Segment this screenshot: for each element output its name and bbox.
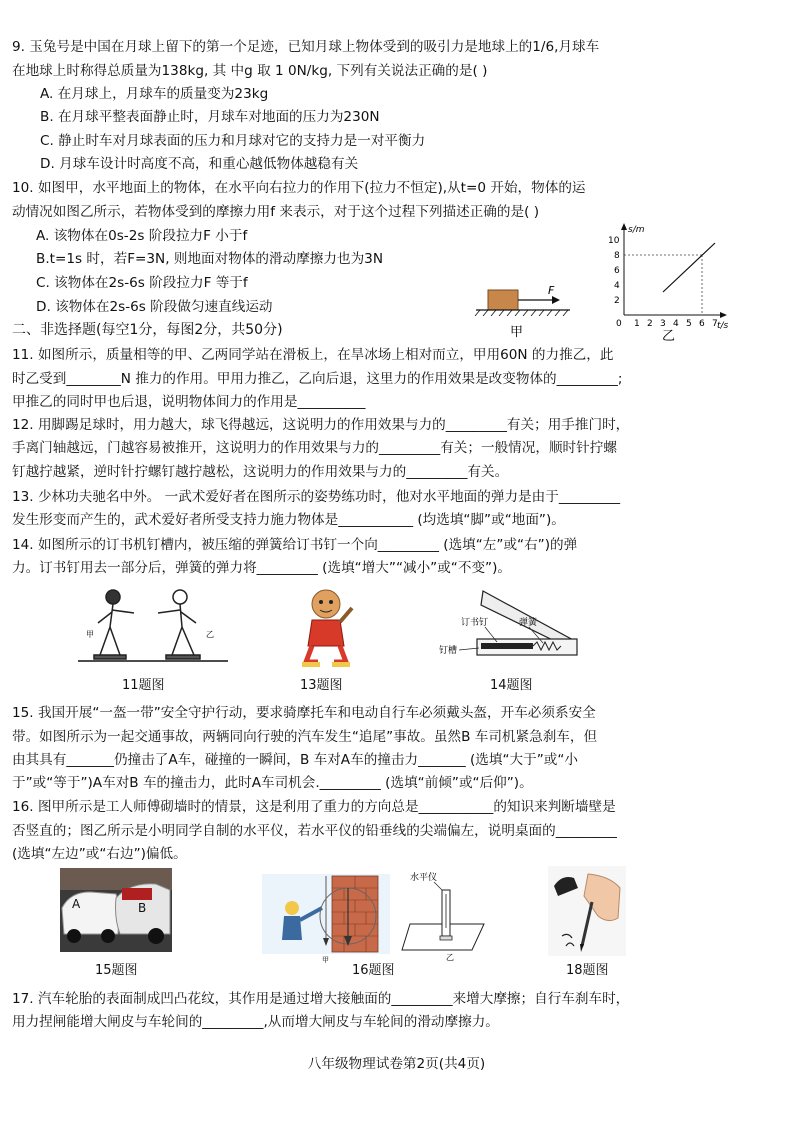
q16-line1: 16. 图甲所示是工人师傅砌墙时的情景，这是利用了重力的方向总是___________的知识来判断墙壁是	[12, 799, 616, 815]
skater-yi-label: 乙	[206, 630, 214, 639]
fig14-stapler	[425, 585, 585, 667]
x-tick-2: 2	[647, 319, 653, 329]
q17-line1: 17. 汽车轮胎的表面制成凹凸花纹，其作用是通过增大接触面的_________来增大摩擦；自行车刹车时，	[12, 991, 630, 1007]
level-label: 水平仪	[410, 873, 438, 883]
spring-label: 弹簧	[519, 618, 538, 628]
y-tick-4: 4	[614, 281, 620, 291]
q15-line2: 带。如图所示为一起交通事故，两辆同向行驶的汽车发生“追尾”事故。虽然B 车司机紧急刹车，但	[12, 729, 598, 745]
x-tick-3: 3	[660, 319, 666, 329]
caption-fig15: 15题图	[95, 963, 138, 978]
fig16-level-instrument	[400, 866, 492, 962]
q10-option-c: C. 该物体在2s-6s 阶段拉力F 等于f	[36, 275, 248, 291]
q10-figure-jia	[470, 278, 580, 338]
y-ticks	[608, 236, 620, 306]
q11-line3: 甲推乙的同时甲也后退，说明物体间力的作用是__________	[12, 394, 366, 410]
q15-line1: 15. 我国开展“一盔一带”安全守护行动，要求骑摩托车和电动自行车必须戴头盔，开车必须系安全	[12, 705, 596, 721]
car-b-label: B	[138, 901, 147, 915]
q12-line1: 12. 用脚踢足球时，用力越大，球飞得越远，这说明力的作用效果与力的_________有关；用手推门时，	[12, 417, 630, 433]
q13-line1: 13. 少林功夫驰名中外。 一武术爱好者在图所示的姿势练功时，他对水平地面的弹力是由于_________	[12, 489, 620, 505]
q14-line1: 14. 如图所示的订书机钉槽内，被压缩的弹簧给订书钉一个向_________ (选填“左”或“右”)的弹	[12, 537, 578, 553]
skater-jia-icon	[94, 590, 134, 659]
caption-fig13: 13题图	[300, 678, 343, 693]
q15-line3: 由其具有_______仍撞击了A车，碰撞的一瞬间，B 车对A车的撞击力_______ (选填“大于”或“小	[12, 752, 578, 768]
caption-fig14: 14题图	[490, 678, 533, 693]
caption-fig11: 11题图	[122, 678, 165, 693]
fig16-yi-label: 乙	[446, 953, 454, 962]
staple-label: 订书钉	[461, 618, 489, 628]
q16-line2: 否竖直的；图乙所示是小明同学自制的水平仪，若水平仪的铅垂线的尖端偏左，说明桌面的_________	[12, 823, 617, 839]
x-tick-6: 6	[699, 319, 705, 329]
q14-line2: 力。订书钉用去一部分后，弹簧的弹力将_________ (选填“增大”“减小”或“不变”)。	[12, 560, 511, 576]
y-tick-6: 6	[614, 266, 620, 276]
q16-line3: (选填“左边”或“右边”)偏低。	[12, 846, 187, 862]
q12-line3: 钉越拧越紧，逆时针拧螺钉越拧越松，这说明力的作用效果与力的_________有关。	[12, 464, 509, 480]
x-ticks	[616, 319, 718, 329]
fig11-skaters	[68, 585, 238, 667]
caption-fig16: 16题图	[352, 963, 395, 978]
down-arrow-icon	[344, 936, 352, 946]
car-a-icon	[62, 892, 119, 934]
x-tick-7: 7	[712, 319, 718, 329]
worker-helmet-icon	[285, 901, 299, 915]
q12-line2: 手离门轴越远，门越容易被推开，这说明力的作用效果与力的_________有关；一般情况，顺时针拧螺	[12, 440, 617, 456]
staples-icon	[481, 643, 533, 649]
q10-line1: 10. 如图甲，水平地面上的物体，在水平向右拉力的作用下(拉力不恒定),从t=0 开始，物体的运	[12, 180, 586, 196]
page-footer: 八年级物理试卷第2页(共4页)	[307, 1056, 486, 1072]
fig-jia-label: 甲	[510, 325, 524, 338]
fig16-jia-label: 甲	[322, 956, 329, 964]
arm-icon	[340, 608, 352, 622]
robe-icon	[308, 620, 344, 646]
y-tick-2: 2	[614, 296, 620, 306]
q11-line2: 时乙受到________N 推力的作用。甲用力推乙，乙向后退，这里力的作用效果是改变物体的_________;	[12, 371, 623, 387]
q13-line2: 发生形变而产生的，武术爱好者所受支持力施力物体是___________ (均选填“脚”或“地面”)。	[12, 512, 565, 528]
y-axis-label: s/m	[628, 225, 645, 235]
car-a-label: A	[72, 897, 81, 911]
q9-option-c: C. 静止时车对月球表面的压力和月球对它的支持力是一对平衡力	[40, 133, 426, 149]
section-heading: 二、非选择题(每空1分，每图2分，共50分)	[12, 322, 283, 338]
monk-head-icon	[312, 590, 340, 618]
x-tick-5: 5	[686, 319, 692, 329]
fig18-calligraphy	[548, 866, 626, 956]
q11-line1: 11. 如图所示，质量相等的甲、乙两同学站在滑板上，在旱冰场上相对而立，甲用60N 的力推乙，此	[12, 347, 614, 363]
q17-line2: 用力捏闸能增大闸皮与车轮间的_________,从而增大闸皮与车轮间的滑动摩擦力。	[12, 1014, 499, 1030]
groove-label: 钉槽	[439, 646, 458, 656]
x-axis-label: t/s	[717, 321, 729, 331]
skater-jia-label: 甲	[86, 630, 94, 639]
caption-fig18: 18题图	[566, 963, 609, 978]
q10-option-d: D. 该物体在2s-6s 阶段做匀速直线运动	[36, 299, 273, 315]
q10-option-a: A. 该物体在0s-2s 阶段拉力F 小于f	[36, 228, 248, 244]
q10-option-b: B.t=1s 时，若F=3N, 则地面对物体的滑动摩擦力也为3N	[36, 251, 383, 267]
q9-option-d: D. 月球车设计时高度不高，和重心越低物体越稳有关	[40, 156, 359, 172]
x-tick-1: 1	[634, 319, 640, 329]
x-tick-4: 4	[673, 319, 679, 329]
q9-line1: 9. 玉兔号是中国在月球上留下的第一个足迹，已知月球上物体受到的吸引力是地球上的1/6,月球车	[12, 39, 600, 55]
q10-st-graph	[604, 220, 734, 342]
q15-line4: 于”或“等于”)A车对B 车的撞击力，此时A车司机会._________ (选填“前倾”或“后仰”)。	[12, 775, 533, 791]
fig13-martial-artist	[298, 586, 358, 672]
graph-line	[663, 243, 715, 292]
q9-option-b: B. 在月球平整表面静止时，月球车对地面的压力为230N	[40, 109, 380, 125]
fig16-gravity-arrow	[318, 874, 378, 960]
q9-option-a: A. 在月球上，月球车的质量变为23kg	[40, 86, 269, 102]
force-label: F	[548, 284, 555, 297]
q10-line2: 动情况如图乙所示，若物体受到的摩擦力用f 来表示，对于这个过程下列描述正确的是( )	[12, 204, 540, 220]
y-tick-10: 10	[608, 236, 620, 246]
fig15-car-crash	[60, 868, 172, 952]
fig-yi-label: 乙	[662, 329, 676, 342]
y-tick-8: 8	[614, 251, 620, 261]
block-icon	[488, 290, 518, 310]
q9-line2: 在地球上时称得总质量为138kg, 其 中g 取 1 0N/kg, 下列有关说法正确的是( )	[12, 63, 488, 79]
x-tick-0: 0	[616, 319, 622, 329]
worker-icon	[282, 916, 302, 940]
skater-yi-icon	[158, 590, 200, 659]
